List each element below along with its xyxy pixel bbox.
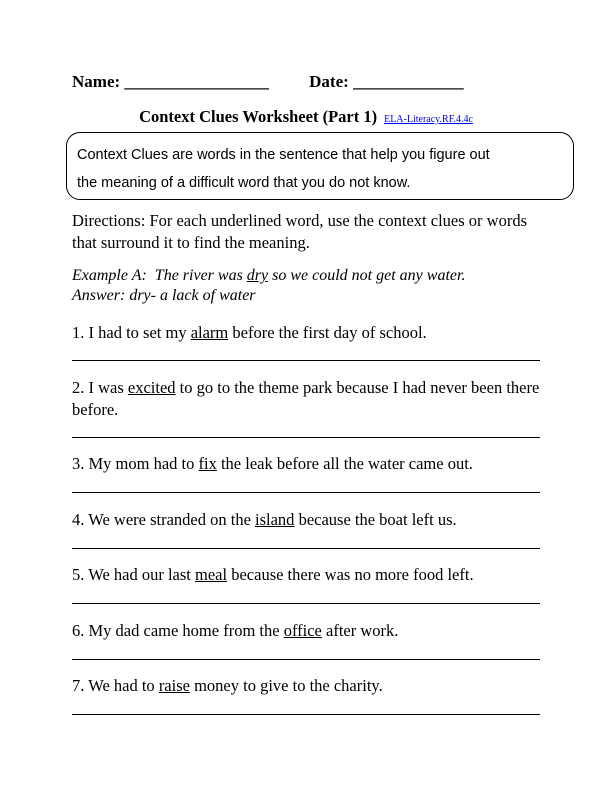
question-text-after: before the first day of school. [232, 323, 427, 342]
example-after: so we could not get any water. [272, 267, 466, 284]
name-label: Name: [72, 72, 121, 91]
question-3 [72, 453, 542, 475]
answer-line-3[interactable] [72, 492, 540, 493]
question-text-before: 1. I had to set my [72, 323, 187, 342]
question-4 [72, 509, 542, 531]
definition-line-2: the meaning of a difficult word that you do not know. [77, 175, 411, 191]
question-text-after: money to give to the charity. [194, 676, 383, 695]
underlined-word: fix [198, 454, 217, 473]
question-7 [72, 675, 542, 697]
answer-line-2[interactable] [72, 437, 540, 438]
example-answer: Answer: dry- a lack of water [72, 287, 256, 304]
answer-line-5[interactable] [72, 603, 540, 604]
answer-line-6[interactable] [72, 659, 540, 660]
example-before: The river was [154, 267, 243, 284]
answer-line-7[interactable] [72, 714, 540, 715]
header-row [72, 72, 464, 92]
question-text-before: 2. I was [72, 378, 124, 397]
question-text-after: after work. [326, 621, 399, 640]
underlined-word: raise [158, 676, 190, 695]
underlined-word: alarm [190, 323, 229, 342]
underlined-word: island [255, 510, 295, 529]
question-text-after: because the boat left us. [298, 510, 457, 529]
name-blank[interactable]: _________________ [124, 72, 269, 91]
definition-line-1: Context Clues are words in the sentence that help you figure out [77, 147, 490, 163]
question-text-before: 5. We had our last [72, 565, 191, 584]
question-text-after: the leak before all the water came out. [220, 454, 473, 473]
title-row [0, 107, 612, 127]
date-blank[interactable]: _____________ [353, 72, 464, 91]
question-text-before: 7. We had to [72, 676, 155, 695]
example-underlined-word: dry [246, 267, 269, 284]
question-text-before: 3. My mom had to [72, 454, 195, 473]
question-2 [72, 377, 542, 421]
underlined-word: excited [127, 378, 176, 397]
answer-line-4[interactable] [72, 548, 540, 549]
directions: Directions: For each underlined word, use the context clues or words that surround it to find the meaning. [72, 211, 527, 252]
standard-link[interactable]: ELA-Literacy.RF.4.4c [384, 114, 473, 125]
worksheet-title: Context Clues Worksheet (Part 1) [139, 107, 378, 126]
question-text-after: because there was no more food left. [231, 565, 474, 584]
underlined-word: office [283, 621, 322, 640]
answer-line-1[interactable] [72, 360, 540, 361]
question-text-before: 6. My dad came home from the [72, 621, 280, 640]
definition-box [66, 132, 574, 200]
date-label: Date: [309, 72, 349, 91]
question-1 [72, 322, 542, 344]
question-text-after: to go to the theme park because I had never been there before. [72, 378, 540, 419]
question-5 [72, 564, 542, 586]
question-text-before: 4. We were stranded on the [72, 510, 251, 529]
example-sentence [72, 266, 542, 286]
example-block [72, 266, 542, 306]
question-6 [72, 620, 542, 642]
underlined-word: meal [195, 565, 228, 584]
example-label: Example A: [72, 267, 147, 284]
